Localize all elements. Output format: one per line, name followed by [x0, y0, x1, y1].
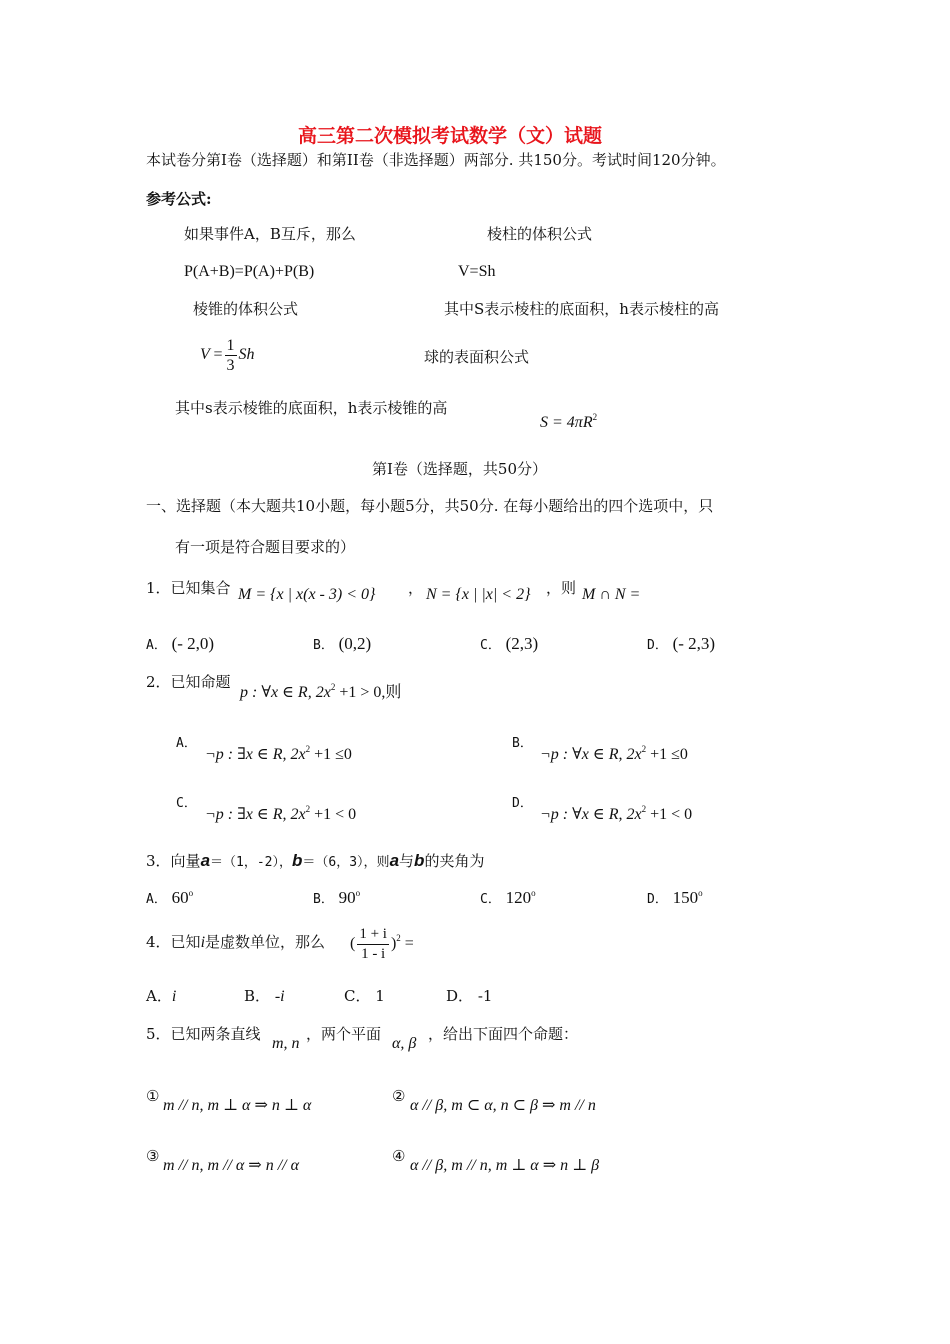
proposition-1: m // n, m ⊥ α ⇒ n ⊥ α — [163, 1097, 312, 1114]
prism-label: 棱柱的体积公式 — [487, 225, 593, 243]
separator: ， — [408, 579, 424, 597]
q3-option-a: A． 60$^o$ — [146, 888, 194, 907]
q4-option-b: B． -i — [244, 987, 285, 1005]
question-3-stem: 3．向量a＝（1，-2），b＝（6，3），则a与b的夹角为 — [146, 851, 485, 870]
set-m-expr: M = {x | x(x - 3) < 0} — [238, 586, 376, 603]
q2-option-a: ¬p : ∃x ∈ R, $2x^2 +1 \le 0$ — [205, 744, 352, 763]
proposition-2-mark: ② — [392, 1087, 406, 1105]
q3-option-d: D． 150$^o$ — [647, 888, 703, 907]
exam-intro: 本试卷分第I卷（选择题）和第II卷（非选择题）两部分. 共150分。考试时间120分钟。 — [146, 151, 726, 169]
event-rule: 如果事件A，B互斥，那么 — [184, 225, 356, 243]
intersection-expr: M ∩ N = — [582, 586, 641, 603]
q2-option-d-letter: D． — [512, 796, 533, 811]
proposition-2: α // β, m ⊂ α, n ⊂ β ⇒ m // n — [410, 1097, 596, 1114]
planes-expr: α, β — [392, 1035, 417, 1052]
q3-option-c: C． 120$^o$ — [480, 888, 536, 907]
prism-note: 其中S表示棱柱的底面积，h表示棱柱的高 — [444, 300, 719, 318]
proposition-3-mark: ③ — [146, 1147, 160, 1165]
lines-expr: m, n — [272, 1035, 300, 1052]
question-5-stem: 5．已知两条直线 — [146, 1025, 261, 1043]
sphere-label: 球的表面积公式 — [424, 348, 530, 366]
question-1-tail: ，则 — [546, 579, 577, 597]
q2-option-b-letter: B． — [512, 736, 533, 751]
page-title: 高三第二次模拟考试数学（文）试题 — [298, 125, 603, 147]
proposition-4: α // β, m // n, m ⊥ α ⇒ n ⊥ β — [410, 1157, 600, 1174]
q2-option-a-letter: A． — [176, 736, 197, 751]
q2-option-c: ¬p : ∃x ∈ R, $2x^2 +1 < 0$ — [205, 804, 357, 823]
q3-option-b: B． 90$^o$ — [313, 888, 361, 907]
proposition-3: m // n, m // α ⇒ n // α — [163, 1157, 299, 1174]
q4-option-a: A．i — [146, 987, 177, 1005]
proposition-p: p : ∀x ∈ R, $2x^2 +1 > 0$,则 — [240, 682, 402, 701]
q4-option-c: C． 1 — [344, 987, 385, 1005]
vector-a: a — [200, 851, 211, 870]
complex-fraction: ( $\frac{1 + i}{1 - i}$ )$^2$ = — [350, 926, 414, 962]
vector-b: b — [292, 851, 303, 870]
pyramid-note: 其中s表示棱锥的底面积，h表示棱锥的高 — [175, 399, 448, 417]
q4-option-d: D． -1 — [446, 987, 493, 1005]
section-instructions-line1: 一、选择题（本大题共10小题，每小题5分，共50分. 在每小题给出的四个选项中，只 — [146, 497, 714, 515]
q1-option-b: B． (0,2) — [313, 634, 372, 653]
q2-option-d: ¬p : ∀x ∈ R, $2x^2 +1 < 0$ — [540, 804, 693, 823]
q1-option-c: C． (2,3) — [480, 634, 539, 653]
pyramid-label: 棱锥的体积公式 — [193, 300, 299, 318]
event-formula: P(A+B)=P(A)+P(B) — [184, 263, 315, 280]
section-instructions-line2: 有一项是符合题目要求的） — [175, 538, 356, 556]
q2-option-c-letter: C． — [176, 796, 197, 811]
question-5-stem-3: ，给出下面四个命题： — [428, 1025, 579, 1043]
part1-heading: 第I卷（选择题，共50分） — [372, 460, 548, 478]
proposition-1-mark: ① — [146, 1087, 160, 1105]
question-1-stem: 1．已知集合 — [146, 579, 231, 597]
formula-heading: 参考公式: — [146, 190, 212, 208]
q1-option-a: A． (- 2,0) — [146, 634, 215, 653]
question-2-stem: 2．已知命题 — [146, 673, 231, 691]
set-n-expr: N = {x | |x| < 2} — [426, 586, 531, 603]
sphere-formula: $S = 4\pi R^2$ — [540, 412, 598, 431]
question-4-stem: 4．已知i是虚数单位，那么 — [146, 933, 326, 951]
proposition-4-mark: ④ — [392, 1147, 406, 1165]
q2-option-b: ¬p : ∀x ∈ R, $2x^2 +1 \le 0$ — [540, 744, 688, 763]
question-5-stem-2: ，两个平面 — [306, 1025, 382, 1043]
q1-option-d: D． (- 2,3) — [647, 634, 716, 653]
pyramid-formula: V = $\frac{1}{3}$ Sh — [200, 337, 255, 374]
prism-formula: V=Sh — [458, 263, 496, 280]
